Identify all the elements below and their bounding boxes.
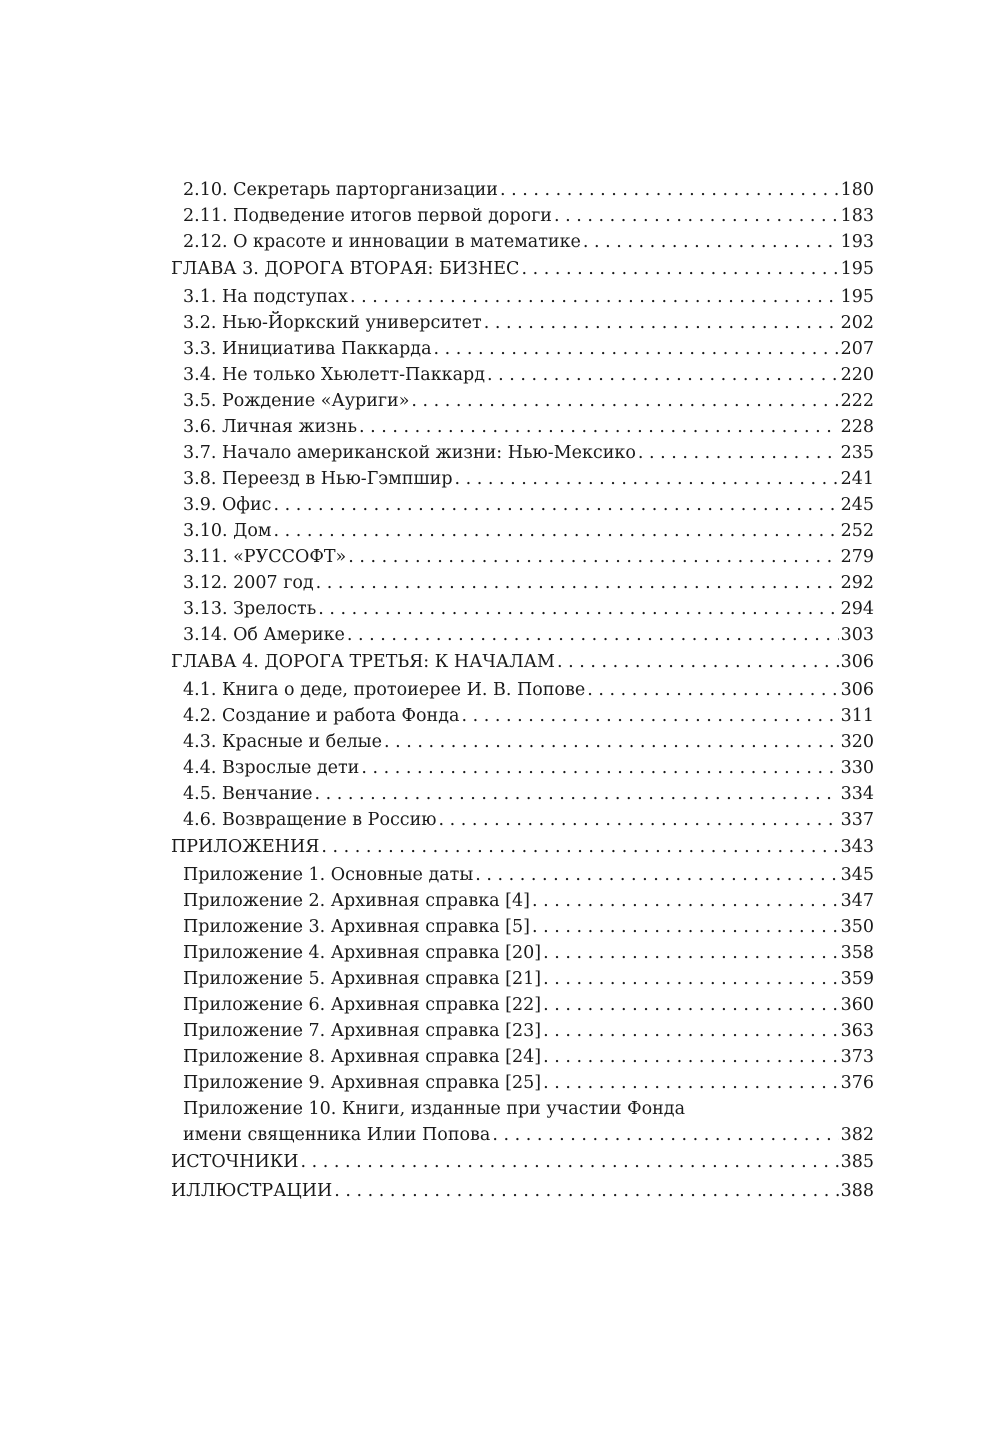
dot-leader: [484, 310, 839, 336]
toc-entry: [171, 888, 874, 914]
toc-entry-title: ГЛАВА 4. ДОРОГА ТРЕТЬЯ: К НАЧАЛАМ: [171, 652, 555, 672]
toc-page-number: 195: [840, 259, 874, 279]
toc-entry-title: 3.2. Нью-Йоркский университет: [183, 313, 482, 333]
toc-page-number: 385: [840, 1152, 874, 1172]
toc-entry-title-continued: имени священника Илии Попова: [183, 1125, 491, 1145]
dot-leader: [439, 807, 839, 833]
toc-page-number: 279: [840, 547, 874, 567]
toc-entry-title: 3.6. Личная жизнь: [183, 417, 357, 437]
toc-entry: [171, 414, 874, 440]
toc-entry: [171, 310, 874, 336]
toc-page-number: 382: [840, 1125, 874, 1145]
toc-page-number: 320: [840, 732, 874, 752]
toc-entry-title: 3.4. Не только Хьюлетт-Паккард: [183, 365, 485, 385]
toc-page-number: 292: [840, 573, 874, 593]
toc-entry-title: Приложение 6. Архивная справка [22]: [183, 995, 542, 1015]
dot-leader: [461, 703, 838, 729]
toc-entry-title: 4.1. Книга о деде, протоиерее И. В. Попове: [183, 680, 586, 700]
toc-entry: [171, 992, 874, 1018]
toc-page-number: 306: [840, 680, 874, 700]
toc-chapter: [171, 833, 874, 862]
dot-leader: [315, 781, 839, 807]
toc-entry: [171, 862, 874, 888]
toc-entry: [171, 466, 874, 492]
toc-page-number: 294: [840, 599, 874, 619]
toc-entry: [171, 729, 874, 755]
toc-page-number: 195: [840, 287, 874, 307]
toc-chapter: [171, 1148, 874, 1177]
dot-leader: [434, 336, 839, 362]
toc-entry: [171, 440, 874, 466]
toc-page-number: 252: [840, 521, 874, 541]
dot-leader: [348, 544, 838, 570]
toc-entry-title: Приложение 3. Архивная справка [5]: [183, 917, 530, 937]
toc-entry-title: Приложение 8. Архивная справка [24]: [183, 1047, 542, 1067]
toc-page-number: 245: [840, 495, 874, 515]
toc-entry-title: 4.3. Красные и белые: [183, 732, 382, 752]
toc-page-number: 220: [840, 365, 874, 385]
toc-entry: [171, 914, 874, 940]
dot-leader: [316, 570, 839, 596]
toc-entry-title: 2.10. Секретарь парторганизации: [183, 180, 498, 200]
toc-page-number: 235: [840, 443, 874, 463]
toc-entry: [171, 570, 874, 596]
toc-entry-title: ИСТОЧНИКИ: [171, 1152, 299, 1172]
toc-entry-title: 3.3. Инициатива Паккарда: [183, 339, 432, 359]
dot-leader: [583, 229, 839, 255]
toc-chapter: [171, 1177, 874, 1206]
dot-leader: [350, 284, 839, 310]
dot-leader: [487, 362, 839, 388]
dot-leader: [543, 1044, 839, 1070]
toc-entry-title: ПРИЛОЖЕНИЯ: [171, 837, 320, 857]
toc-page-number: 311: [840, 706, 874, 726]
toc-entry: [171, 388, 874, 414]
toc-page-number: 350: [840, 917, 874, 937]
toc-page-number: 345: [840, 865, 874, 885]
toc-entry: [171, 1044, 874, 1070]
toc-entry-title: 4.4. Взрослые дети: [183, 758, 360, 778]
toc-entry: [171, 940, 874, 966]
toc-entry-title: 3.5. Рождение «Ауриги»: [183, 391, 410, 411]
toc-page-number: 359: [840, 969, 874, 989]
dot-leader: [557, 648, 839, 677]
toc-page-number: 303: [840, 625, 874, 645]
dot-leader: [273, 492, 838, 518]
dot-leader: [587, 677, 838, 703]
dot-leader: [554, 203, 839, 229]
toc-entry-title: Приложение 1. Основные даты: [183, 865, 474, 885]
dot-leader: [273, 518, 838, 544]
toc-page-number: 183: [840, 206, 874, 226]
dot-leader: [361, 755, 838, 781]
toc-entry-title: 4.6. Возвращение в Россию: [183, 810, 437, 830]
toc-entry-title: Приложение 7. Архивная справка [23]: [183, 1021, 542, 1041]
dot-leader: [492, 1122, 838, 1148]
toc-page-number: 347: [840, 891, 874, 911]
dot-leader: [543, 1018, 839, 1044]
dot-leader: [543, 1070, 839, 1096]
toc-entry: [171, 1018, 874, 1044]
toc-page-number: 358: [840, 943, 874, 963]
toc-entry-title: 4.5. Венчание: [183, 784, 313, 804]
toc-entry: [171, 966, 874, 992]
toc-page-number: 388: [840, 1181, 874, 1201]
toc-entry: [171, 703, 874, 729]
toc-page-number: 363: [840, 1021, 874, 1041]
dot-leader: [475, 862, 838, 888]
dot-leader: [532, 914, 839, 940]
toc-entry-title: 4.2. Создание и работа Фонда: [183, 706, 460, 726]
toc-entry-title: Приложение 4. Архивная справка [20]: [183, 943, 542, 963]
dot-leader: [347, 622, 839, 648]
toc-entry-title: 3.14. Об Америке: [183, 625, 345, 645]
toc-entry: [171, 755, 874, 781]
toc-entry: [171, 677, 874, 703]
table-of-contents: [171, 177, 874, 1206]
toc-entry: [171, 284, 874, 310]
toc-page-number: 193: [840, 232, 874, 252]
toc-page-number: 373: [840, 1047, 874, 1067]
toc-page-number: 222: [840, 391, 874, 411]
toc-entry: [171, 203, 874, 229]
toc-page-number: 334: [840, 784, 874, 804]
dot-leader: [521, 255, 838, 284]
toc-page-number: 360: [840, 995, 874, 1015]
dot-leader: [301, 1148, 839, 1177]
toc-entry-title: 3.1. На подступах: [183, 287, 348, 307]
toc-entry-title: Приложение 10. Книги, изданные при участии Фонда: [183, 1099, 685, 1119]
toc-page-number: 306: [840, 652, 874, 672]
toc-page-number: 337: [840, 810, 874, 830]
toc-page-number: 228: [840, 417, 874, 437]
toc-chapter: [171, 255, 874, 284]
toc-entry-title: 3.8. Переезд в Нью-Гэмпшир: [183, 469, 453, 489]
dot-leader: [532, 888, 839, 914]
toc-page-number: 202: [840, 313, 874, 333]
toc-page-number: 241: [840, 469, 874, 489]
dot-leader: [543, 940, 839, 966]
dot-leader: [359, 414, 839, 440]
toc-entry: [171, 544, 874, 570]
dot-leader: [638, 440, 839, 466]
dot-leader: [500, 177, 839, 203]
dot-leader: [318, 596, 838, 622]
dot-leader: [384, 729, 839, 755]
toc-page-number: 343: [840, 837, 874, 857]
toc-entry-title: Приложение 9. Архивная справка [25]: [183, 1073, 542, 1093]
toc-entry-title: 3.12. 2007 год: [183, 573, 314, 593]
dot-leader: [543, 966, 839, 992]
toc-entry: [171, 807, 874, 833]
toc-entry: [171, 622, 874, 648]
toc-entry-line: [183, 1122, 874, 1148]
toc-entry: [171, 336, 874, 362]
toc-entry: [171, 596, 874, 622]
toc-entry-title: 2.11. Подведение итогов первой дороги: [183, 206, 552, 226]
toc-entry-title: ИЛЛЮСТРАЦИИ: [171, 1181, 333, 1201]
dot-leader: [411, 388, 838, 414]
toc-entry: [171, 492, 874, 518]
toc-entry-title: 2.12. О красоте и инновации в математике: [183, 232, 581, 252]
dot-leader: [455, 466, 839, 492]
toc-entry-title: Приложение 5. Архивная справка [21]: [183, 969, 542, 989]
toc-page-number: 376: [840, 1073, 874, 1093]
toc-page-number: 180: [840, 180, 874, 200]
toc-entry-title: ГЛАВА 3. ДОРОГА ВТОРАЯ: БИЗНЕС: [171, 259, 520, 279]
toc-page-number: 207: [840, 339, 874, 359]
toc-entry: [171, 177, 874, 203]
toc-entry: [171, 781, 874, 807]
toc-page-number: 330: [840, 758, 874, 778]
toc-entry-title: 3.13. Зрелость: [183, 599, 317, 619]
toc-entry-title: 3.9. Офис: [183, 495, 272, 515]
toc-entry: [171, 229, 874, 255]
toc-chapter: [171, 648, 874, 677]
toc-entry: [171, 518, 874, 544]
toc-entry-title: 3.7. Начало американской жизни: Нью-Мексико: [183, 443, 636, 463]
toc-entry: [171, 362, 874, 388]
dot-leader: [321, 833, 838, 862]
toc-entry-title: 3.10. Дом: [183, 521, 272, 541]
dot-leader: [543, 992, 839, 1018]
toc-entry: [171, 1096, 874, 1148]
dot-leader: [334, 1177, 838, 1206]
toc-entry: [171, 1070, 874, 1096]
toc-entry-title: 3.11. «РУССОФТ»: [183, 547, 347, 567]
toc-entry-title: Приложение 2. Архивная справка [4]: [183, 891, 530, 911]
